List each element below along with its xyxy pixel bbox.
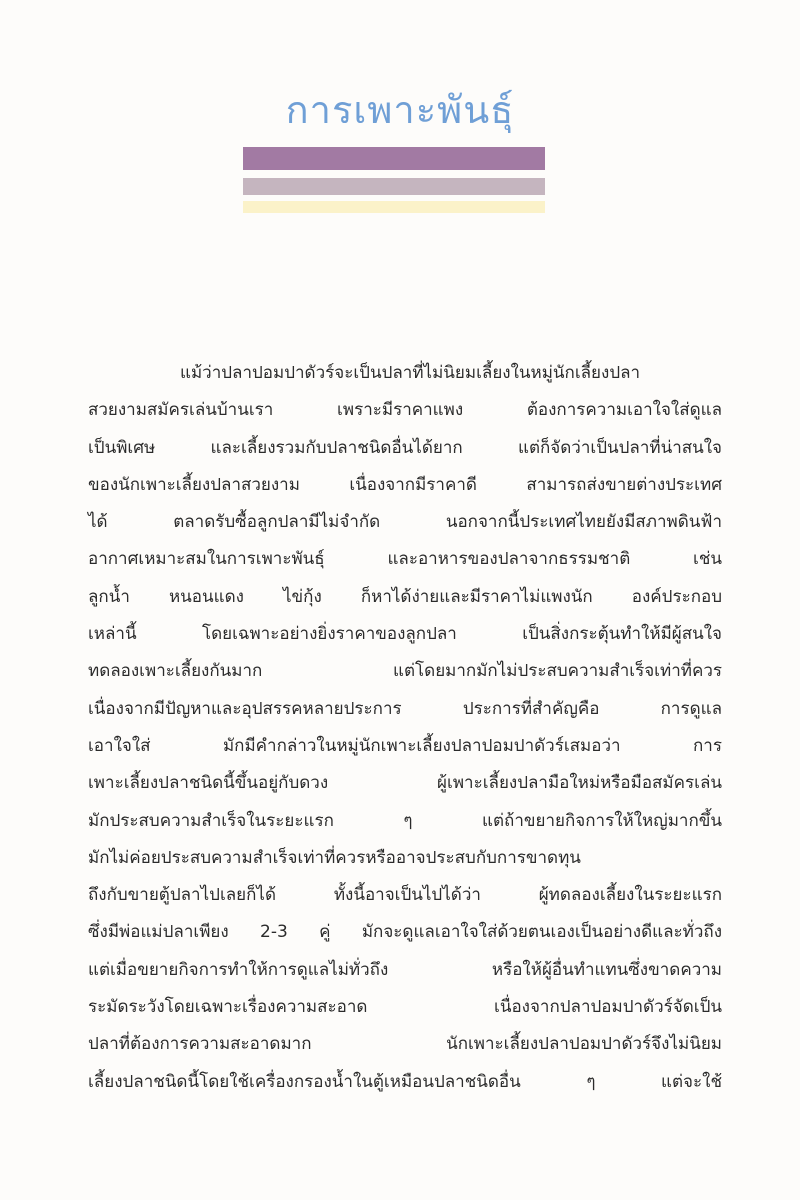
- text-line: ระมัดระวังโดยเฉพาะเรื่องความสะอาด เนื่องจากปลาปอมปาดัวร์จัดเป็น: [88, 997, 722, 1018]
- text-line: ซึ่งมีพ่อแม่ปลาเพียง 2-3 คู่ มักจะดูแลเอาใจใส่ด้วยตนเองเป็นอย่างดีและทั่วถึง: [88, 922, 722, 943]
- text-line: ปลาที่ต้องการความสะอาดมาก นักเพาะเลี้ยงปลาปอมปาดัวร์จึงไม่นิยม: [88, 1034, 722, 1055]
- text-line: เพาะเลี้ยงปลาชนิดนี้ขึ้นอยู่กับดวง ผู้เพาะเลี้ยงปลามือใหม่หรือมือสมัครเล่น: [88, 773, 722, 794]
- text-line: เลี้ยงปลาชนิดนี้โดยใช้เครื่องกรองน้ำในตู้เหมือนปลาชนิดอื่น ๆ แต่จะใช้: [88, 1071, 722, 1092]
- body-paragraph: [88, 355, 722, 1101]
- text-line: ถึงกับขายตู้ปลาไปเลยก็ได้ ทั้งนี้อาจเป็นไปได้ว่า ผู้ทดลองเลี้ยงในระยะแรก: [88, 885, 722, 906]
- text-line: เหล่านี้ โดยเฉพาะอย่างยิ่งราคาของลูกปลา เป็นสิ่งกระตุ้นทำให้มีผู้สนใจ: [88, 624, 722, 645]
- text-line: แม้ว่าปลาปอมปาดัวร์จะเป็นปลาที่ไม่นิยมเลี้ยงในหมู่นักเลี้ยงปลา: [180, 363, 641, 383]
- decor-band-purple: [243, 147, 545, 170]
- page-title: การเพาะพันธุ์: [285, 88, 515, 132]
- text-line: เอาใจใส่ มักมีคำกล่าวในหมู่นักเพาะเลี้ยงปลาปอมปาดัวร์เสมอว่า การ: [88, 735, 722, 756]
- text-line: ของนักเพาะเลี้ยงปลาสวยงาม เนื่องจากมีราคาดี สามารถส่งขายต่างประเทศ: [88, 474, 722, 495]
- decor-band-mauve: [243, 178, 545, 195]
- text-line: สวยงามสมัครเล่นบ้านเรา เพราะมีราคาแพง ต้องการความเอาใจใส่ดูแล: [88, 400, 722, 421]
- text-line: มักไม่ค่อยประสบความสำเร็จเท่าที่ควรหรืออาจประสบกับการขาดทุน: [88, 847, 581, 868]
- text-line: แต่เมื่อขยายกิจการทำให้การดูแลไม่ทั่วถึง หรือให้ผู้อื่นทำแทนซึ่งขาดความ: [88, 959, 722, 980]
- decor-band-cream: [243, 201, 545, 213]
- text-line: เนื่องจากมีปัญหาและอุปสรรคหลายประการ ประการที่สำคัญคือ การดูแล: [88, 698, 722, 719]
- text-line: ลูกน้ำ หนอนแดง ไข่กุ้ง ก็หาได้ง่ายและมีราคาไม่แพงนัก องค์ประกอบ: [88, 586, 722, 607]
- text-line: มักประสบความสำเร็จในระยะแรก ๆ แต่ถ้าขยายกิจการให้ใหญ่มากขึ้น: [88, 810, 722, 831]
- text-line: อากาศเหมาะสมในการเพาะพันธุ์ และอาหารของปลาจากธรรมชาติ เช่น: [88, 549, 722, 570]
- text-line: เป็นพิเศษ และเลี้ยงรวมกับปลาชนิดอื่นได้ยาก แต่ก็จัดว่าเป็นปลาที่น่าสนใจ: [88, 437, 722, 458]
- text-line: ได้ ตลาดรับซื้อลูกปลามีไม่จำกัด นอกจากนี้ประเทศไทยยังมีสภาพดินฟ้า: [88, 512, 722, 533]
- text-line: ทดลองเพาะเลี้ยงกันมาก แต่โดยมากมักไม่ประสบความสำเร็จเท่าที่ควร: [88, 661, 722, 682]
